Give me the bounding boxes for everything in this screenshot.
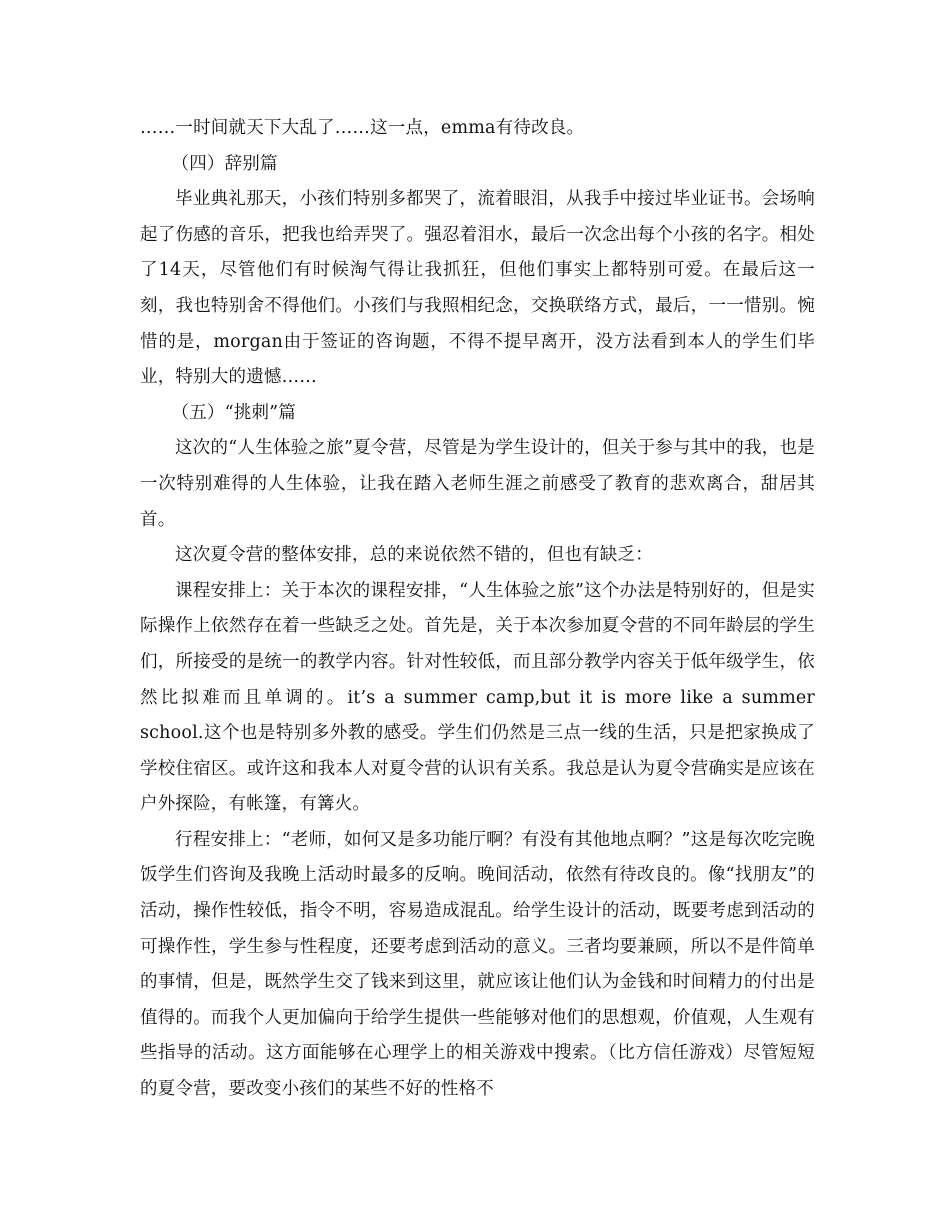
paragraph-overall: 这次夏令营的整体安排，总的来说依然不错的，但也有缺乏： (175, 545, 653, 566)
paragraph-curriculum: 课程安排上：关于本次的课程安排，“人生体验之旅”这个办法是特别好的，但是实际操作上依然存在着一些缺乏之处。首先是，关于本次参加夏令营的不同年龄层的学生们，所接受的是统一的教学内容。针对性较低，而且部分教学内容关于低年级学生，依然比拟难而且单调的。it’s a summer camp,but it is more like a summer school.这个也是特别多外教的感受。学生们仍然是三点一线的生活，只是把家换成了学校住宿区。或许这和我本人对夏令营的认识有关系。我总是认为夏令营确实是应该在户外探险，有帐篷，有篝火。 (140, 580, 815, 815)
section-heading-critique: （五）“挑刺”篇 (171, 402, 296, 423)
paragraph-schedule: 行程安排上：“老师，如何又是多功能厅啊？有没有其他地点啊？”这是每次吃完晚饭学生们咨询及我晚上活动时最多的反响。晚间活动，依然有待改良的。像“找朋友”的活动，操作性较低，指令不明，容易造成混乱。给学生设计的活动，既要考虑到活动的可操作性，学生参与性程度，还要考虑到活动的意义。三者均要兼顾，所以不是件简单的事情，但是，既然学生交了钱来到这里，就应该让他们认为金钱和时间精力的付出是值得的。而我个人更加偏向于给学生提供一些能够对他们的思想观，价值观，人生观有些指导的活动。这方面能够在心理学上的相关游戏中搜索。（比方信任游戏）尽管短短的夏令营，要改变小孩们的某些不好的性格不 (140, 829, 815, 1100)
paragraph-graduation: 毕业典礼那天，小孩们特别多都哭了，流着眼泪，从我手中接过毕业证书。会场响起了伤感的音乐，把我也给弄哭了。强忍着泪水，最后一次念出每个小孩的名字。相处了14天，尽管他们有时候淘气得让我抓狂，但他们事实上都特别可爱。在最后这一刻，我也特别舍不得他们。小孩们与我照相纪念，交换联络方式，最后，一一惜别。惋惜的是，morgan由于签证的咨询题，不得不提早离开，没方法看到本人的学生们毕业，特别大的遗憾…… (140, 189, 815, 388)
paragraph-continuation: ……一时间就天下大乱了……这一点，emma有待改良。 (140, 118, 585, 138)
paragraph-experience: 这次的“人生体验之旅”夏令营，尽管是为学生设计的，但关于参与其中的我，也是一次特别难得的人生体验，让我在踏入老师生涯之前感受了教育的悲欢离合，甜居其首。 (140, 438, 815, 530)
section-heading-farewell: （四）辞别篇 (171, 153, 278, 174)
document-body (140, 111, 815, 1108)
